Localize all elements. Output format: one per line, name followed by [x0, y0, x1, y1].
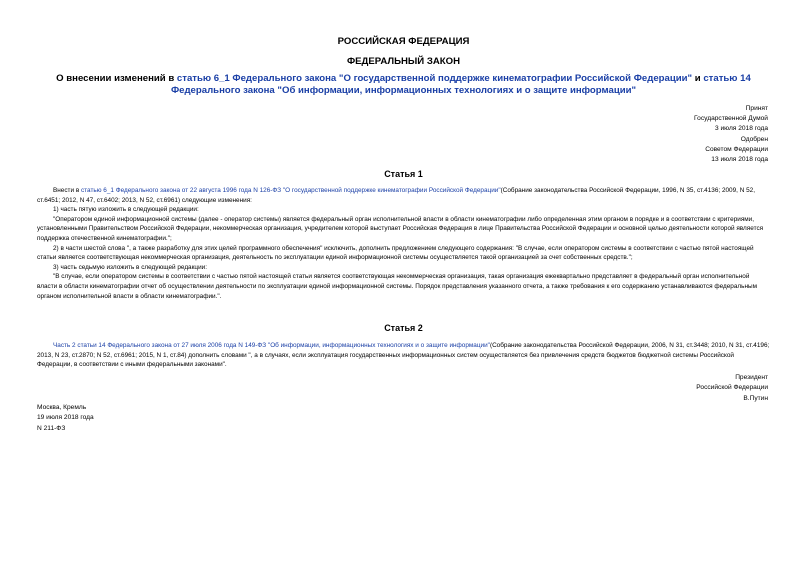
title-mid: и [692, 73, 704, 84]
doc-type-heading: ФЕДЕРАЛЬНЫЙ ЗАКОН [346, 56, 461, 67]
accepted-label: Принят [745, 105, 768, 112]
accepted-date: 3 июля 2018 года [714, 125, 768, 133]
place-date: 19 июля 2018 года [37, 414, 94, 422]
intro-prefix: Внести в [53, 187, 81, 194]
title-link-article-6-1[interactable]: статью 6_1 Федерального закона "О государственной поддержке кинематографии Российской Федерации" [176, 73, 693, 84]
place-location: Москва, Кремль [37, 404, 87, 411]
article-2-text [37, 341, 770, 370]
article-1-body [37, 186, 770, 301]
article-1-item-3: 3) часть седьмую изложить в следующей редакции: [53, 263, 207, 271]
title-link-article-14[interactable]: статью 14 Федерального закона "Об информации, информационных технологиях и о защите информации" [170, 73, 751, 96]
article-1-intro [37, 186, 770, 205]
signature-block [568, 373, 768, 404]
acceptance-block [568, 104, 768, 165]
signature-country: Российской Федерации [696, 384, 768, 392]
approved-by: Советом Федерации [705, 145, 768, 153]
signature-name: В.Путин [743, 394, 768, 402]
country-heading: РОССИЙСКАЯ ФЕДЕРАЦИЯ [337, 36, 470, 47]
article-1-item-3-text: "В случае, если оператором системы в соответствии с частью пятой настоящей статьи является соответствующая некоммерческая организация, такая организация ежеквартально представляет в федеральный орган исполнительной власти в области кинематографии отчет об осуществлении деятельности по эксплуатации единой информационной системы. Порядок представления указанного отчета, а также требования к его содержанию устанавливаются федеральным органом исполнительной власти в области кинематографии.". [37, 273, 757, 300]
law-title [40, 73, 767, 97]
approved-date: 13 июля 2018 года [711, 156, 768, 164]
signature-title: Президент [735, 374, 768, 381]
article-1-item-1: 1) часть пятую изложить в следующей редакции: [53, 206, 199, 214]
article-1-heading: Статья 1 [384, 169, 423, 179]
place-block [37, 403, 94, 434]
article-1-item-2: 2) в части шестой слова ", а также разработку для этих целей программного обеспечения" исключить, дополнить предложением следующего содержания: "В случае, если оператором системы в соответствии с частью пятой настоящей статьи является соответствующая некоммерческая организация, деятельность по эксплуатации единой информационной системы осуществляется такой организацией за счет собственных средств."; [37, 244, 754, 262]
law-number: N 211-ФЗ [37, 424, 66, 432]
article-2-rest: (Собрание законодательства Российской Федерации, 2006, N 31, ст.3448; 2010, N 31, ст.4196; 2013, N 23, ст.2870; N 52, ст.6961; 2015, N 1, ст.84) дополнить словами ", а в случаях, если эксплуатация государственных информационных систем осуществляется без привлечения средств бюджетов бюджетной системы Российской Федерации, в соответствии с иными федеральными законами". [37, 342, 770, 369]
title-prefix: О внесении изменений в [56, 73, 177, 84]
link-law-149-fz[interactable]: Часть 2 статьи 14 Федерального закона от 27 июля 2006 года N 149-ФЗ "Об информации, информационных технологиях и о защите информации" [53, 342, 490, 349]
accepted-by: Государственной Думой [694, 115, 768, 123]
article-2-body [37, 341, 770, 370]
intro-suffix: (Собрание законодательства Российской Федерации, 1996, N 35, ст.4136; 2009, N 52, ст.6451; 2012, N 47, ст.6402; 2013, N 52, ст.6961) следующие изменения: [37, 187, 755, 204]
link-law-126-fz[interactable]: статью 6_1 Федерального закона от 22 августа 1996 года N 126-ФЗ "О государственной поддержке кинематографии Российской Федерации" [80, 187, 501, 194]
article-1-item-1-text: "Оператором единой информационной системы (далее - оператор системы) является федеральный орган исполнительной власти в области кинематографии либо определенная этим органом в порядке и в соответствии с критериями, установленными Правительством Российской Федерации, некоммерческая организация, учредителем которой выступает Российская Федерация в лице Правительства Российской Федерации и основной целью деятельности которой является поддержка отечественной кинематографии."; [37, 215, 764, 242]
approved-label: Одобрен [740, 135, 768, 143]
article-2-heading: Статья 2 [384, 323, 423, 333]
